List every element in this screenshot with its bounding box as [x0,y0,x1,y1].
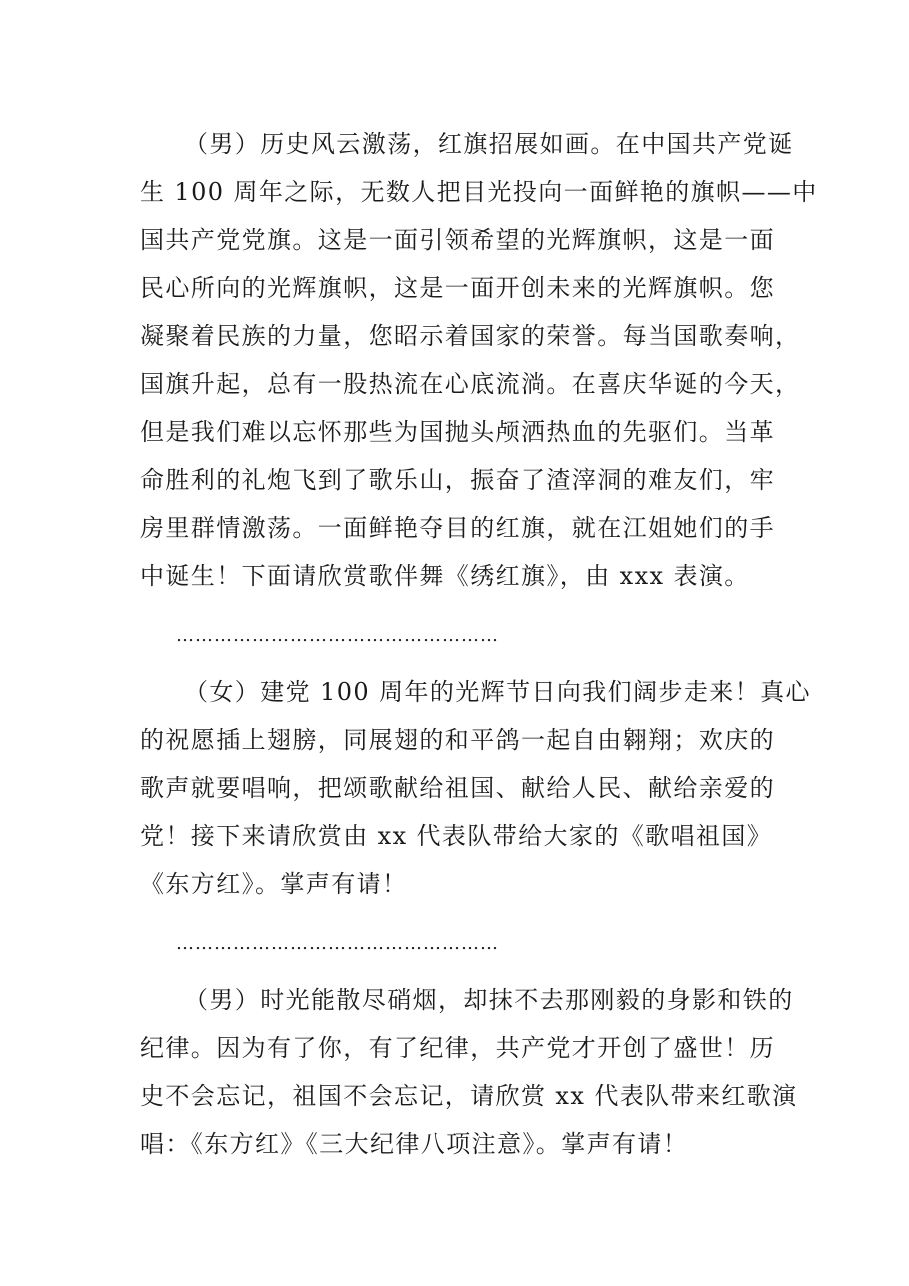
paragraph-1-line-5: 凝聚着民族的力量，您昭示着国家的荣誉。每当国歌奏响， [140,322,801,350]
paragraph-1-line-10: 中诞生！下面请欣赏歌伴舞《绣红旗》，由 xxx 表演。 [140,562,750,590]
paragraph-1-line-8: 命胜利的礼炮飞到了歌乐山，振奋了渣滓洞的难友们，牢 [140,466,775,494]
separator-dots-1: …………………………………………… [176,625,499,646]
paragraph-3-line-3: 史不会忘记，祖国不会忘记，请欣赏 xx 代表队带来红歌演 [140,1082,798,1110]
paragraph-1-line-1: （男）历史风云激荡，红旗招展如画。在中国共产党诞 [184,130,794,158]
paragraph-2-line-5: 《东方红》。掌声有请！ [140,870,408,898]
paragraph-1-line-7: 但是我们难以忘怀那些为国抛头颅洒热血的先驱们。当革 [140,418,775,446]
paragraph-2-line-2: 的祝愿插上翅膀，同展翅的和平鸽一起自由翱翔；欢庆的 [140,726,775,754]
paragraph-1-line-9: 房里群情激荡。一面鲜艳夺目的红旗，就在江姐她们的手 [140,514,775,542]
paragraph-3-line-1: （男）时光能散尽硝烟，却抹不去那刚毅的身影和铁的 [184,986,794,1014]
paragraph-2-line-1: （女）建党 100 周年的光辉节日向我们阔步走来！真心 [184,678,811,706]
paragraph-1-line-6: 国旗升起，总有一股热流在心底流淌。在喜庆华诞的今天， [140,370,801,398]
paragraph-1-line-2: 生 100 周年之际，无数人把目光投向一面鲜艳的旗帜——中 [140,178,818,206]
paragraph-2-line-3: 歌声就要唱响，把颂歌献给祖国、献给人民、献给亲爱的 [140,774,775,802]
separator-dots-2: …………………………………………… [176,933,499,954]
paragraph-1-line-4: 民心所向的光辉旗帜，这是一面开创未来的光辉旗帜。您 [140,274,775,302]
paragraph-3-line-2: 纪律。因为有了你，有了纪律，共产党才开创了盛世！历 [140,1034,775,1062]
paragraph-3-line-4: 唱：《东方红》《三大纪律八项注意》。掌声有请！ [140,1130,689,1158]
paragraph-2-line-4: 党！接下来请欣赏由 xx 代表队带给大家的《歌唱祖国》 [140,822,773,850]
paragraph-1-line-3: 国共产党党旗。这是一面引领希望的光辉旗帜，这是一面 [140,226,775,254]
